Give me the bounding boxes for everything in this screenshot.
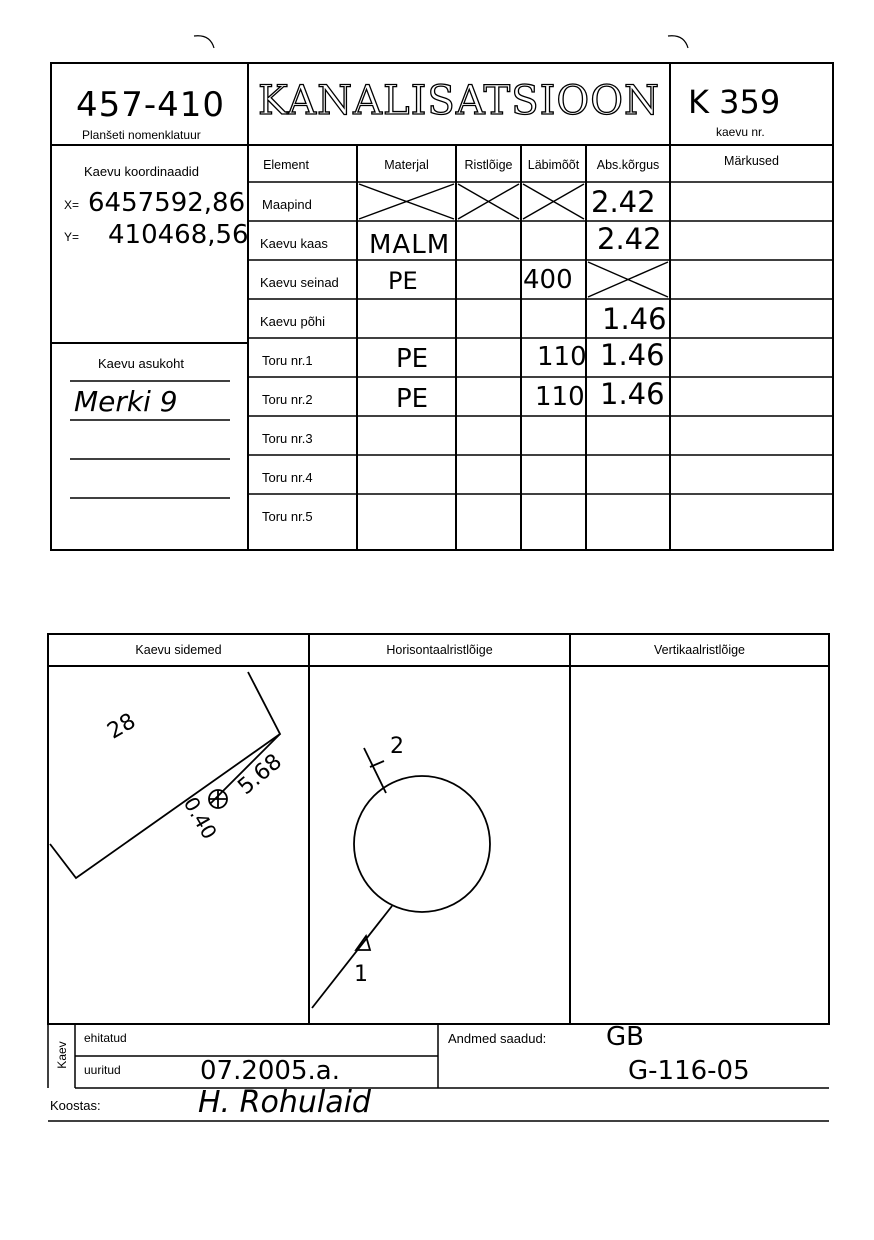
sketch-building-number: 28 (103, 708, 141, 745)
abs-height-pipe2: 1.46 (600, 377, 665, 411)
table-row-element: Toru nr.2 (262, 392, 313, 407)
table-row-element: Toru nr.5 (262, 509, 313, 524)
horizontal-section-sketch (312, 748, 490, 1008)
well-number-value: K 359 (688, 83, 781, 121)
col-header-cross-section: Ristlõige (464, 158, 513, 172)
table-row-element: Toru nr.3 (262, 431, 313, 446)
col-header-diameter: Läbimõõt (527, 158, 580, 172)
location-label: Kaevu asukoht (98, 356, 185, 371)
col-header-abs-height: Abs.kõrgus (596, 158, 660, 172)
x-prefix: X= (64, 198, 80, 212)
abs-height-ground: 2.42 (591, 185, 656, 219)
measured-label: uuritud (84, 1063, 121, 1077)
diameter-pipe1: 110 (537, 342, 587, 372)
material-pipe2: PE (396, 384, 429, 414)
x-coordinate-value: 6457592,86 (88, 188, 246, 218)
pipe-2-label: 2 (390, 734, 404, 759)
col-header-element: Element (263, 158, 309, 172)
coordinates-label: Kaevu koordinaadid (84, 164, 199, 179)
built-label: ehitatud (84, 1031, 127, 1045)
data-source-label: Andmed saadud: (448, 1031, 547, 1046)
material-walls: PE (388, 267, 418, 295)
diameter-pipe2: 110 (535, 382, 585, 412)
data-source-value2: G-116-05 (628, 1056, 750, 1086)
material-lid: MALM (369, 230, 451, 260)
table-row-element: Maapind (262, 197, 312, 212)
pipe-1-label: 1 (354, 962, 368, 987)
y-prefix: Y= (64, 230, 80, 244)
location-value: Merki 9 (74, 385, 178, 418)
table-row-element: Kaevu põhi (260, 314, 326, 329)
col-header-notes: Märkused (724, 154, 779, 168)
table-row-element: Toru nr.4 (262, 470, 313, 485)
material-pipe1: PE (396, 344, 429, 374)
abs-height-pipe1: 1.46 (600, 338, 665, 372)
nomenclature-value: 457-410 (76, 85, 226, 125)
diameter-walls: 400 (523, 265, 573, 295)
col-header-material: Materjal (384, 158, 429, 172)
sketch-distance-b: 0.40 (178, 792, 222, 844)
nomenclature-label: Planšeti nomenklatuur (82, 128, 201, 142)
panel-title-vertical-section: Vertikaalristlõige (653, 643, 745, 657)
compiled-label: Koostas: (50, 1098, 101, 1113)
table-row-element: Kaevu kaas (260, 236, 328, 251)
abs-height-bottom: 1.46 (602, 302, 667, 336)
well-number-label: kaevu nr. (716, 125, 765, 139)
form-title: KANALISATSIOON (258, 78, 660, 124)
sketch-distance-a: 5.68 (233, 749, 287, 800)
data-source-value1: GB (606, 1022, 644, 1052)
table-row-element: Toru nr.1 (262, 353, 313, 368)
table-row-element: Kaevu seinad (260, 275, 339, 290)
compiled-value: H. Rohulaid (198, 1085, 371, 1120)
abs-height-lid: 2.42 (597, 222, 662, 256)
footer-side-label: Kaev (55, 1041, 69, 1069)
measured-value: 07.2005.a. (200, 1056, 340, 1086)
panel-title-well-ties: Kaevu sidemed (135, 643, 222, 657)
y-coordinate-value: 410468,56 (108, 220, 249, 250)
panel-title-horizontal-section: Horisontaalristlõige (386, 643, 493, 657)
